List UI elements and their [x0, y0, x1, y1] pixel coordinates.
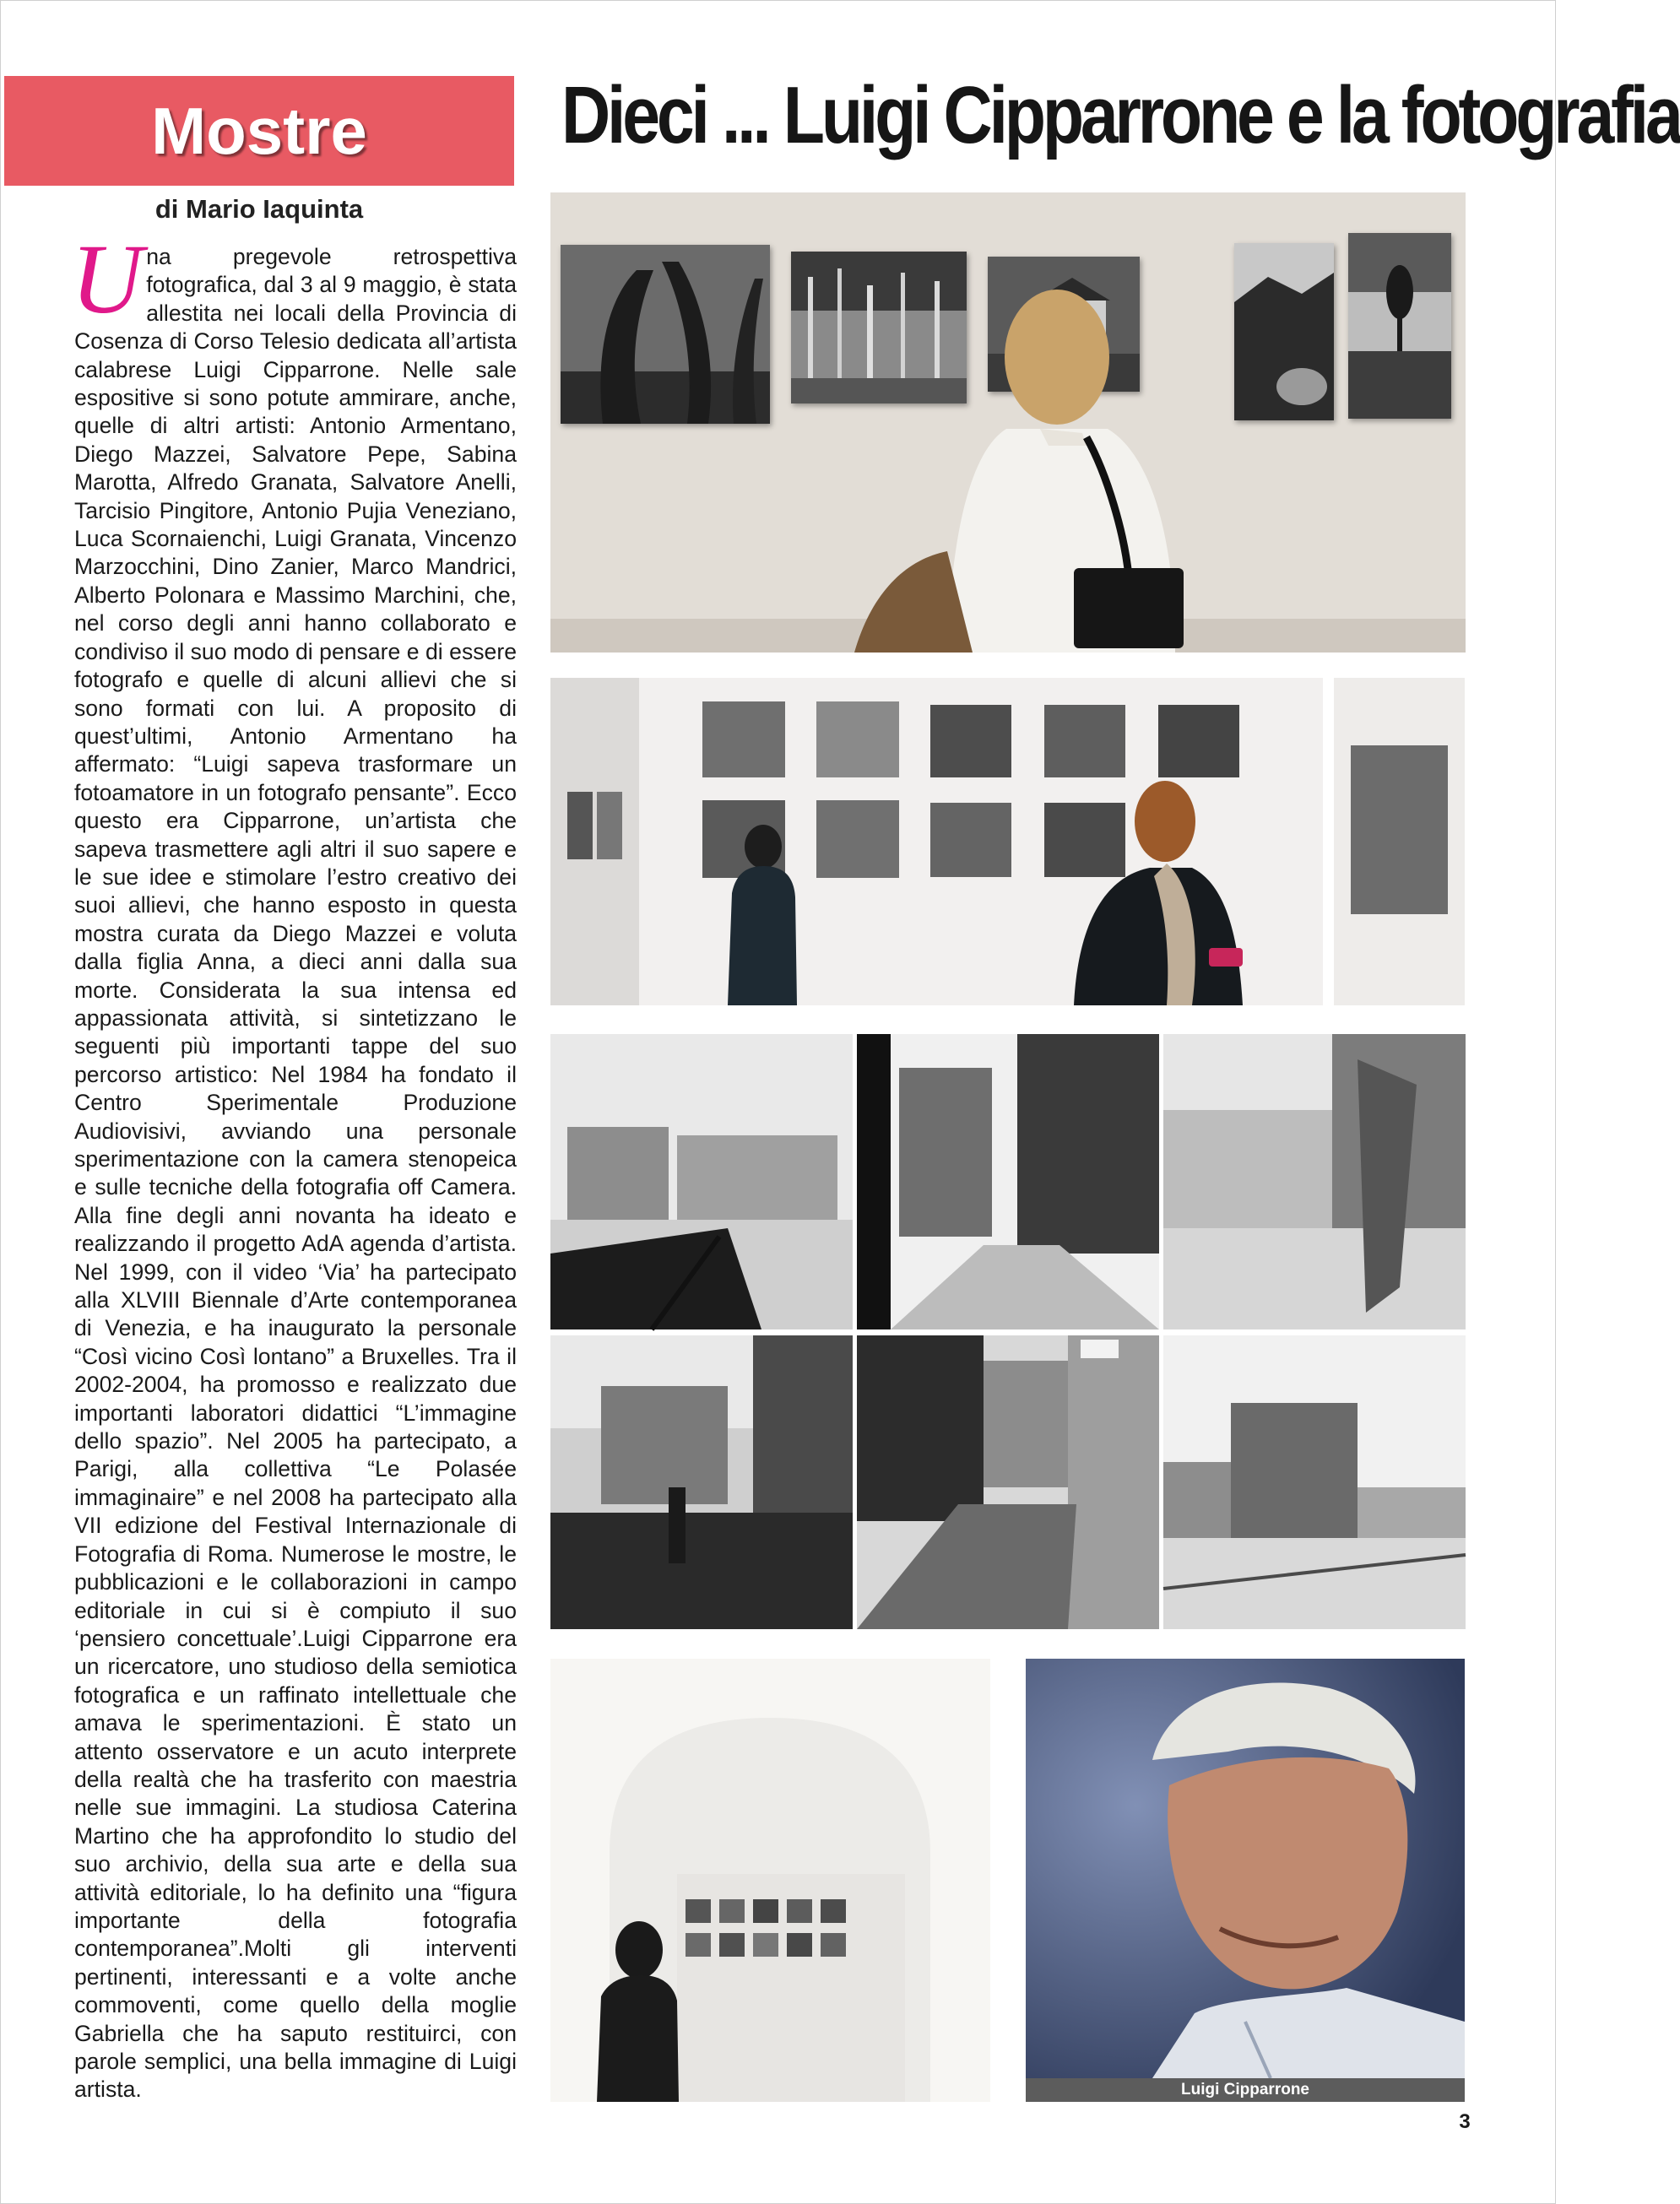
section-title: Mostre [151, 94, 367, 168]
print-row2-3 [930, 803, 1011, 877]
print-row1-3 [930, 705, 1011, 777]
print-small-left-2 [597, 792, 622, 859]
visitor-scarf-woman [1065, 775, 1251, 1005]
photo-exhibition-visitor [550, 192, 1466, 653]
photo-fountain-square [550, 1335, 853, 1629]
wall-left [550, 678, 639, 1005]
print-row1-5 [1158, 705, 1239, 777]
visitor-woman-blonde [804, 273, 1243, 653]
print-trees [561, 245, 770, 424]
photo-gallery-corner [1334, 678, 1465, 1005]
visitor-dark-coat [711, 817, 812, 1005]
print-row2-2 [816, 800, 899, 878]
print-lone-tree [1348, 233, 1451, 419]
print-row1-1 [702, 701, 785, 777]
photo-crumbling-wall [1163, 1034, 1466, 1329]
headline: Dieci ... Luigi Cipparrone e la fotografia [561, 70, 1680, 160]
photo-portrait [1026, 1659, 1465, 2078]
print-row1-4 [1044, 705, 1125, 777]
portrait-caption: Luigi Cipparrone [1026, 2078, 1465, 2102]
section-tab [4, 76, 514, 186]
print-hills [1234, 243, 1334, 420]
print-row1-2 [816, 701, 899, 777]
byline: di Mario Iaquinta [154, 194, 364, 224]
photo-gallery-wall [550, 678, 1323, 1005]
page-number: 3 [1459, 2110, 1471, 2133]
photo-arch-gallery [550, 1659, 990, 2102]
photo-street-corner [857, 1034, 1159, 1329]
article-body [71, 224, 517, 2104]
photo-cobbled-lane [857, 1335, 1159, 1629]
photo-corner-building [1163, 1335, 1466, 1629]
article-text: na pregevole retrospettiva fotografica, dal 3 al 9 maggio, è stata allestita nei locali della Provincia di Cosenza di Corso Telesio dedicata all’artista calabrese Luigi Cipparrone. Nelle sale espositive si sono potute ammirare, anche, quelle di altri artisti: Antonio Armentano, Diego Mazzei, Salvatore Pepe, Sabina Marotta, Alfredo Granata, Salvatore Anelli, Tarcisio Pingitore, Antonio Pujia Veneziano, Luca Scornaienchi, Luigi Granata, Vincenzo Marzocchini, Dino Zanier, Marco Mandrici, Alberto Polonara e Massimo Marchini, che, nel corso degli anni hanno collaborato e condiviso il suo modo di pensare e di essere fotografo e quelle di alcuni allievi che si sono formati con lui. A proposito di quest’ultimi, Antonio Armentano ha affermato: “Luigi sapeva trasformare un fotoamatore in un fotografo pensante”. Ecco questo era Cipparrone, un’artista che sapeva trasmettere agli altri il suo sapere e le sue idee e stimolare l’estro creativo dei suoi allievi, che hanno esposto in questa mostra curata da Diego Mazzei e voluta dalla figlia Anna, a dieci anni dalla sua morte. Considerata la sua intensa ed appassionata attività, si sintetizzano le seguenti più importanti tappe del suo percorso artistico: Nel 1984 ha fondato il Centro Sperimentale Produzione Audiovisivi, avviando una personale sperimentazione con la camera stenopeica e sulle tecniche della fotografia off Camera. Alla fine degli anni novanta ha ideato e realizzando il progetto AdA agenda d’artista. Nel 1999, con il video ‘Via’ ha partecipato alla XLVIII Biennale d’Arte contemporanea di Venezia, e ha inaugurato la personale “Così vicino Così lontano” a Bruxelles. Tra il 2002-2004, ha promosso e realizzato due importanti laboratori didattici “L’immagine dello spazio”. Nel 2005 ha partecipato, a Parigi, alla collettiva “Le Polasée immaginaire” e nel 2008 ha partecipato alla VII edizione del Festival Internazionale di Fotografia di Roma. Numerose le mostre, le pubblicazioni e le collaborazioni in campo editoriale in cui si è compiuto il suo ‘pensiero concettuale’.Luigi Cipparrone era un ricercatore, uno studioso della semiotica fotografica e un raffinato intellettuale che amava le sperimentazioni. È stato un attento osservatore e un acuto interprete della realtà che ha trasferito con maestria nelle sue immagini. La studiosa Caterina Martino che ha approfondito lo studio del suo archivio, della sua arte e della sua attività editoriale, lo ha definito una “figura importante della fotografia contemporanea”.Molti gli interventi pertinenti, interessanti e a volte anche commoventi, come quello della moglie Gabriella che ha saputo restituirci, con parole semplici, una bella immagine di Luigi artista. [74, 244, 517, 2103]
photo-square-arcade [550, 1034, 853, 1329]
print-corner [1351, 745, 1448, 914]
print-small-left [567, 792, 593, 859]
drop-cap: U [71, 224, 144, 334]
